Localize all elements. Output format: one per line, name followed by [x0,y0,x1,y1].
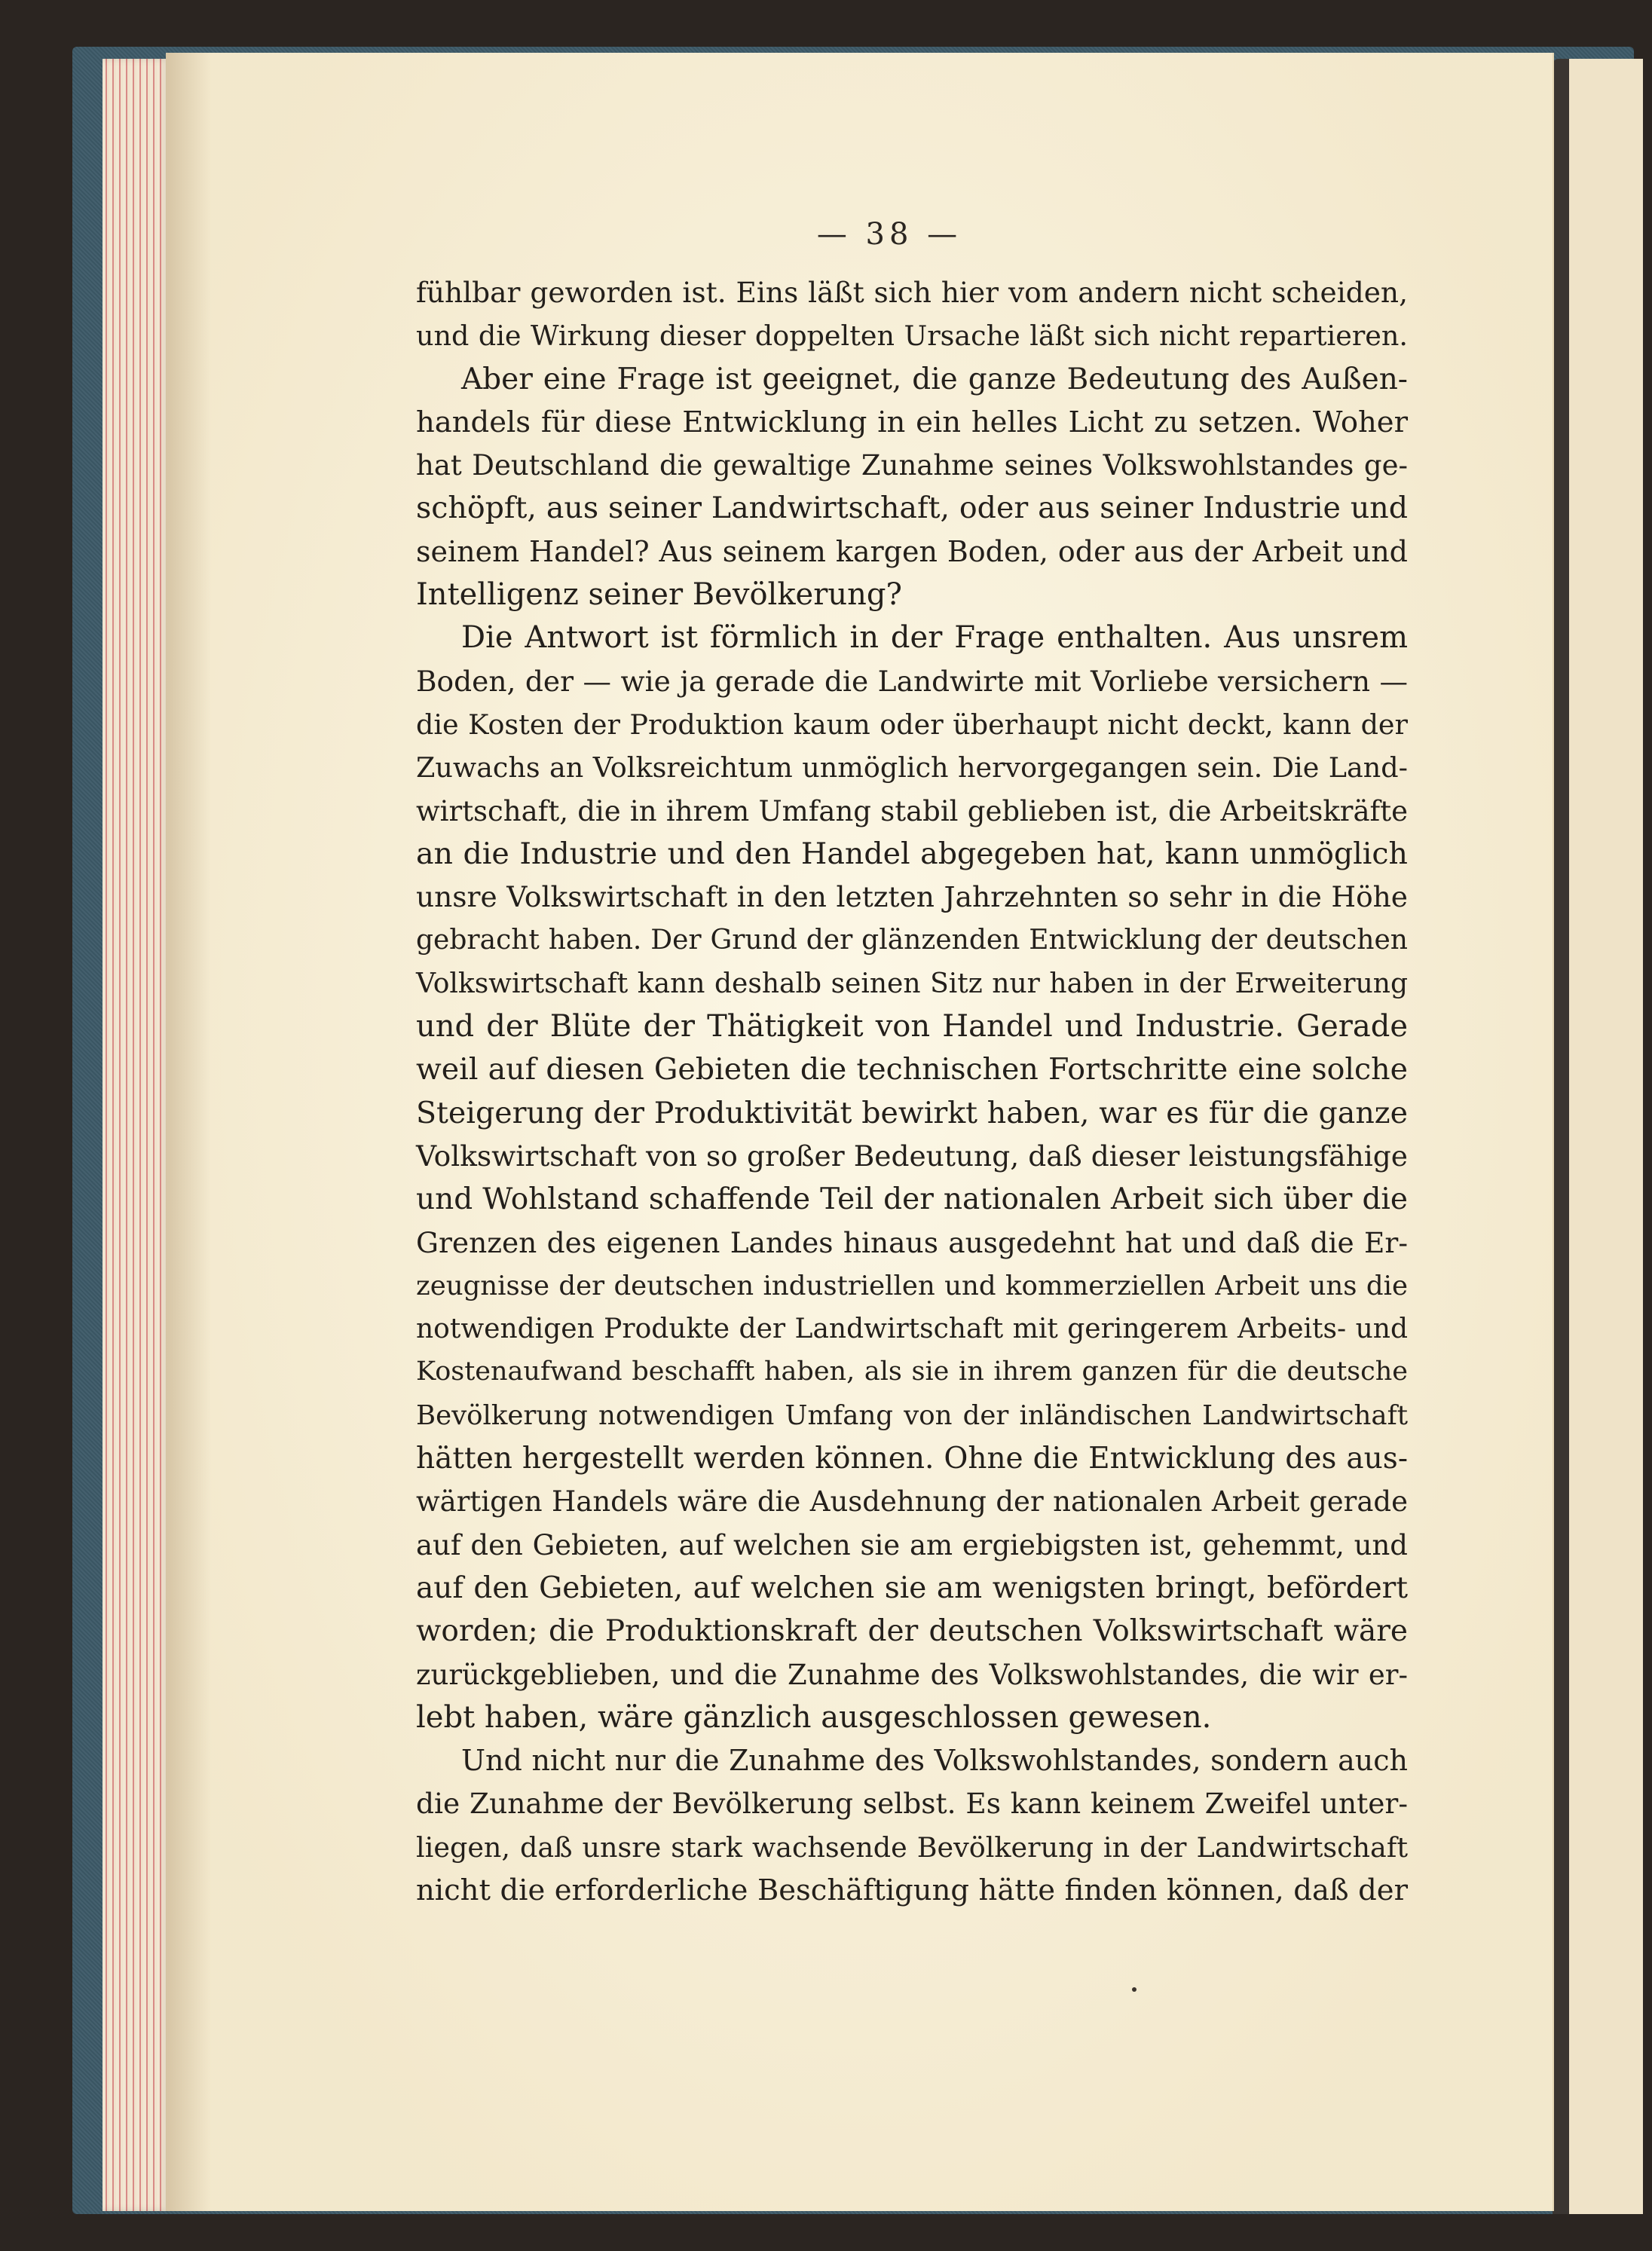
text-line: hätten hergestellt werden können. Ohne die Entwicklung des aus- [416,1442,1408,1476]
spine-gutter [166,53,211,2211]
paragraph-start-line: Die Antwort ist förmlich in der Frage enthalten. Aus unsrem [461,620,1408,656]
text-line: Volkswirtschaft von so großer Bedeutung, daß dieser leistungsfähige [416,1139,1408,1173]
text-line: Steigerung der Produktivität bewirkt haben, war es für die ganze [416,1095,1408,1130]
text-line: wirtschaft, die in ihrem Umfang stabil geblieben ist, die Arbeitskräfte [416,794,1408,827]
text-line: und Wohlstand schaffende Teil der nationalen Arbeit sich über die [416,1182,1408,1217]
ink-speck [1132,1987,1137,1992]
body-text [416,271,1408,1912]
text-line: auf den Gebieten, auf welchen sie am wenigsten bringt, befördert [416,1571,1408,1605]
page-number: — 38 — [816,217,962,252]
text-line: die Zunahme der Bevölkerung selbst. Es kann keinem Zweifel unter- [416,1787,1408,1821]
text-line: Volkswirtschaft kann deshalb seinen Sitz nur haben in der Erweiterung [416,968,1408,999]
text-line: notwendigen Produkte der Landwirtschaft mit geringerem Arbeits- und [416,1314,1408,1345]
text-line: handels für diese Entwicklung in ein helles Licht zu setzen. Woher [416,405,1408,439]
text-line: an die Industrie und den Handel abgegeben hat, kann unmöglich [416,836,1408,871]
text-line: weil auf diesen Gebieten die technischen Fortschritte eine solche [416,1052,1408,1087]
text-line: und die Wirkung dieser doppelten Ursache läßt sich nicht repartieren. [416,320,1408,353]
text-line: wärtigen Handels wäre die Ausdehnung der nationalen Arbeit gerade [416,1485,1408,1519]
text-line: fühlbar geworden ist. Eins läßt sich hier vom andern nicht scheiden, [416,276,1408,309]
text-line: die Kosten der Produktion kaum oder überhaupt nicht deckt, kann der [416,708,1408,741]
facing-page-edge [1553,59,1643,2214]
text-line: unsre Volkswirtschaft in den letzten Jahrzehnten so sehr in die Höhe [416,880,1408,914]
text-line: schöpft, aus seiner Landwirtschaft, oder aus seiner Industrie und [416,491,1408,526]
paragraph-start-line: Aber eine Frage ist geeignet, die ganze Bedeutung des Außen- [461,362,1408,396]
text-line: zeugnisse der deutschen industriellen und kommerziellen Arbeit uns die [416,1270,1408,1301]
text-line: gebracht haben. Der Grund der glänzenden Entwicklung der deutschen [416,925,1408,956]
text-line: liegen, daß unsre stark wachsende Bevölkerung in der Landwirtschaft [416,1830,1408,1864]
text-line: zurückgeblieben, und die Zunahme des Volkswohlstandes, die wir er- [416,1658,1408,1691]
paragraph-end-line: Intelligenz seiner Bevölkerung? [416,577,902,613]
page-edges [102,59,170,2211]
text-line: Kostenaufwand beschafft haben, als sie in ihrem ganzen für die deutsche [416,1356,1408,1387]
text-line: seinem Handel? Aus seinem kargen Boden, oder aus der Arbeit und [416,534,1408,568]
text-line: hat Deutschland die gewaltige Zunahme seines Volkswohlstandes ge- [416,449,1408,482]
text-line: worden; die Produktionskraft der deutschen Volkswirtschaft wäre [416,1614,1408,1649]
text-line: Grenzen des eigenen Landes hinaus ausgedehnt hat und daß die Er- [416,1225,1408,1259]
text-line: auf den Gebieten, auf welchen sie am ergiebigsten ist, gehemmt, und [416,1528,1408,1561]
paragraph-end-line: lebt haben, wäre gänzlich ausgeschlossen gewesen. [416,1699,1212,1735]
text-line: nicht die erforderliche Beschäftigung hätte finden können, daß der [416,1873,1408,1907]
text-line: Boden, der — wie ja gerade die Landwirte mit Vorliebe versichern — [416,664,1408,698]
text-line: Bevölkerung notwendigen Umfang von der inländischen Landwirtschaft [416,1399,1408,1431]
text-line: und der Blüte der Thätigkeit von Handel und Industrie. Gerade [416,1009,1408,1044]
paragraph-start-line: Und nicht nur die Zunahme des Volkswohlstandes, sondern auch [461,1744,1408,1778]
text-line: Zuwachs an Volksreichtum unmöglich hervorgegangen sein. Die Land- [416,751,1408,784]
